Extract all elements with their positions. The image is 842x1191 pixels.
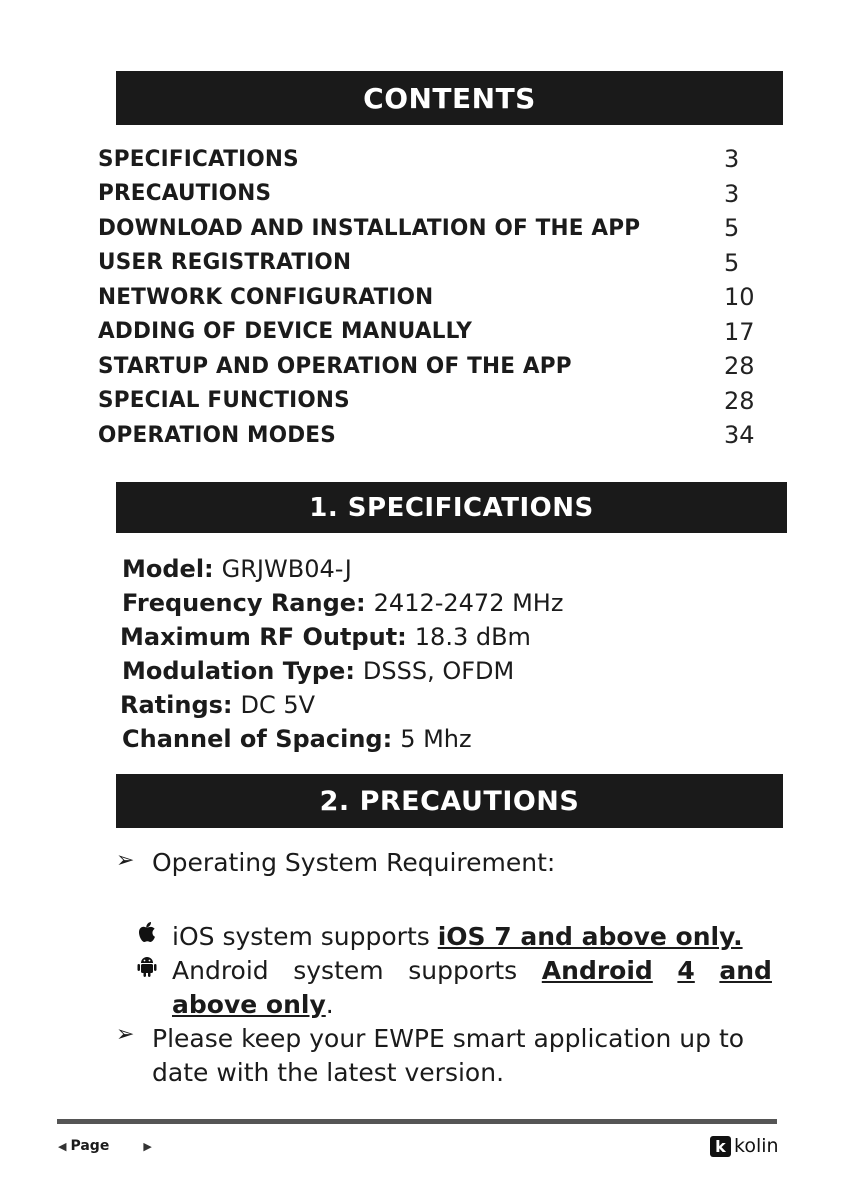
precaution-text: Operating System Requirement: <box>152 848 556 877</box>
spec-row <box>122 722 742 756</box>
toc-entry-page: 28 <box>724 352 755 381</box>
toc-entry[interactable] <box>98 349 768 384</box>
android-requirement-1: Android <box>541 956 653 985</box>
triangle-right-icon[interactable]: ▶ <box>143 1139 152 1153</box>
logo-mark: k <box>710 1136 731 1157</box>
sub-item-ios <box>136 920 776 954</box>
arrow-bullet-icon: ➢ <box>116 1022 135 1047</box>
toc-entry-title: STARTUP AND OPERATION OF THE APP <box>98 353 572 379</box>
toc-entry-page: 5 <box>724 214 740 243</box>
precaution-item-update <box>116 1022 776 1090</box>
toc-entry[interactable] <box>98 177 768 212</box>
toc-entry-page: 28 <box>724 386 755 415</box>
android-requirement-4: above only <box>172 990 326 1019</box>
ios-requirement: iOS 7 and above only. <box>437 922 743 951</box>
apple-icon <box>136 920 172 954</box>
spec-label: Frequency Range: <box>122 589 366 617</box>
spec-value: 18.3 dBm <box>414 623 531 651</box>
footer-divider <box>57 1119 777 1124</box>
brand-logo <box>710 1135 779 1157</box>
ios-text: iOS system supports <box>172 922 438 951</box>
spec-value: 2412-2472 MHz <box>373 589 564 617</box>
android-requirement-2: 4 <box>677 956 695 985</box>
toc-entry-title: SPECIFICATIONS <box>98 146 299 172</box>
logo-text: kolin <box>734 1135 779 1157</box>
spec-row <box>120 620 742 654</box>
toc-entry[interactable] <box>98 418 768 453</box>
spec-value: 5 Mhz <box>400 725 472 753</box>
spec-row <box>122 552 742 586</box>
toc-entry[interactable] <box>98 315 768 350</box>
specifications-list <box>122 552 742 756</box>
page-label: Page <box>70 1138 110 1154</box>
toc-entry[interactable] <box>98 246 768 281</box>
spec-row <box>122 586 742 620</box>
spec-row <box>120 688 742 722</box>
spec-label: Maximum RF Output: <box>120 623 407 651</box>
table-of-contents <box>98 142 768 453</box>
sub-item-android <box>136 954 776 1022</box>
android-icon <box>136 954 172 1022</box>
page-navigation <box>58 1138 152 1154</box>
toc-entry-page: 17 <box>724 317 755 346</box>
toc-entry-page: 3 <box>724 145 740 174</box>
spec-label: Modulation Type: <box>122 657 355 685</box>
precautions-heading: 2. PRECAUTIONS <box>116 774 783 828</box>
toc-entry-page: 10 <box>724 283 755 312</box>
toc-entry-title: SPECIAL FUNCTIONS <box>98 388 350 414</box>
triangle-left-icon[interactable]: ◀ <box>58 1139 67 1153</box>
spec-label: Model: <box>122 555 214 583</box>
contents-heading: CONTENTS <box>116 71 783 125</box>
precaution-text: Please keep your EWPE smart application up to date with the latest version. <box>152 1024 745 1087</box>
spec-label: Channel of Spacing: <box>122 725 393 753</box>
toc-entry[interactable] <box>98 211 768 246</box>
toc-entry-title: ADDING OF DEVICE MANUALLY <box>98 319 473 345</box>
precaution-item-os <box>116 848 555 877</box>
toc-entry-page: 34 <box>724 421 755 450</box>
android-text-2: system <box>293 956 384 985</box>
toc-entry[interactable] <box>98 280 768 315</box>
toc-entry[interactable] <box>98 384 768 419</box>
android-text-3: supports <box>408 956 518 985</box>
toc-entry-title: PRECAUTIONS <box>98 181 272 207</box>
android-requirement-3: and <box>719 956 772 985</box>
spec-row <box>122 654 742 688</box>
toc-entry-title: NETWORK CONFIGURATION <box>98 284 434 310</box>
toc-entry-title: USER REGISTRATION <box>98 250 352 276</box>
android-suffix: . <box>325 990 334 1019</box>
toc-entry-title: OPERATION MODES <box>98 422 336 448</box>
spec-value: GRJWB04-J <box>221 555 352 583</box>
android-text-1: Android <box>172 956 269 985</box>
specifications-heading: 1. SPECIFICATIONS <box>116 482 787 533</box>
spec-value: DC 5V <box>240 691 316 719</box>
toc-entry[interactable] <box>98 142 768 177</box>
arrow-bullet-icon: ➢ <box>116 848 135 873</box>
toc-entry-page: 3 <box>724 179 740 208</box>
spec-value: DSSS, OFDM <box>362 657 515 685</box>
toc-entry-page: 5 <box>724 248 740 277</box>
spec-label: Ratings: <box>120 691 233 719</box>
toc-entry-title: DOWNLOAD AND INSTALLATION OF THE APP <box>98 215 641 241</box>
